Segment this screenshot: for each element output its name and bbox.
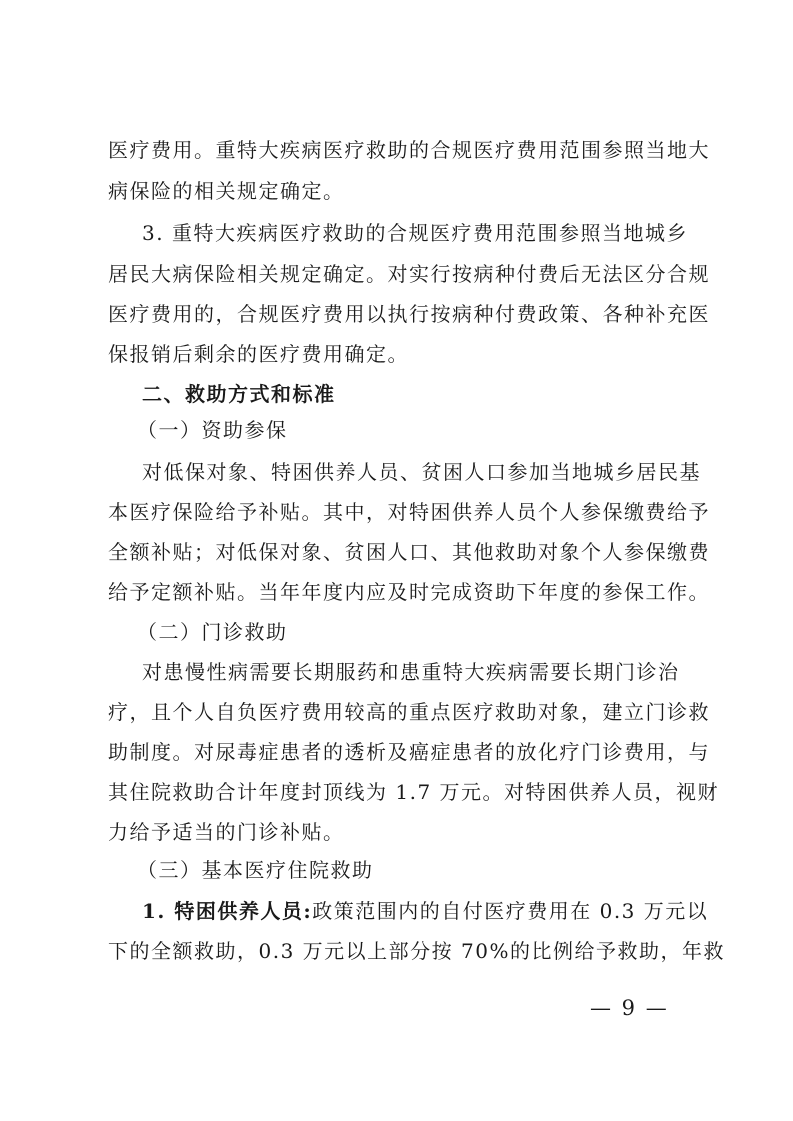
paragraph-3-line-3: 全额补贴；对低保对象、贫困人口、其他救助对象个人参保缴费 (108, 540, 710, 564)
paragraph-4-line-3: 助制度。对尿毒症患者的透析及癌症患者的放化疗门诊费用，与 (108, 740, 710, 764)
sub-heading-subsidized-enrollment: （一）资助参保 (137, 418, 288, 442)
paragraph-3-line-4: 给予定额补贴。当年年度内应及时完成资助下年度的参保工作。 (108, 580, 710, 604)
paragraph-5-line-1-text: 政策范围内的自付医疗费用在 0.3 万元以 (312, 899, 709, 923)
paragraph-1-line-1: 医疗费用。重特大疾病医疗救助的合规医疗费用范围参照当地大 (108, 138, 710, 162)
paragraph-2-line-2: 居民大病保险相关规定确定。对实行按病种付费后无法区分合规 (108, 262, 710, 286)
paragraph-5-lead-label: 1. 特困供养人员: (142, 899, 313, 923)
paragraph-4-line-4: 其住院救助合计年度封顶线为 1.7 万元。对特困供养人员，视财 (108, 780, 720, 804)
paragraph-1-line-2: 病保险的相关规定确定。 (108, 179, 345, 203)
paragraph-3-line-1: 对低保对象、特困供养人员、贫困人口参加当地城乡居民基 (142, 460, 701, 484)
paragraph-5-line-1 (142, 899, 708, 923)
sub-heading-inpatient-assistance: （三）基本医疗住院救助 (137, 858, 374, 882)
paragraph-3-line-2: 本医疗保险给予补贴。其中，对特困供养人员个人参保缴费给予 (108, 500, 710, 524)
paragraph-4-line-5: 力给予适当的门诊补贴。 (108, 820, 345, 844)
paragraph-4-line-1: 对患慢性病需要长期服药和患重特大疾病需要长期门诊治 (142, 660, 680, 684)
paragraph-2-line-4: 保报销后剩余的医疗费用确定。 (108, 342, 409, 366)
paragraph-4-line-2: 疗，且个人自负医疗费用较高的重点医疗救助对象，建立门诊救 (108, 700, 710, 724)
paragraph-5-line-2: 下的全额救助，0.3 万元以上部分按 70%的比例给予救助，年救 (108, 939, 725, 963)
paragraph-2-line-3: 医疗费用的，合规医疗费用以执行按病种付费政策、各种补充医 (108, 302, 710, 326)
section-heading: 二、救助方式和标准 (142, 382, 336, 406)
sub-heading-outpatient-assistance: （二）门诊救助 (137, 620, 288, 644)
page-number: — 9 — (590, 996, 669, 1020)
paragraph-2-line-1: 3. 重特大疾病医疗救助的合规医疗费用范围参照当地城乡 (142, 221, 688, 245)
